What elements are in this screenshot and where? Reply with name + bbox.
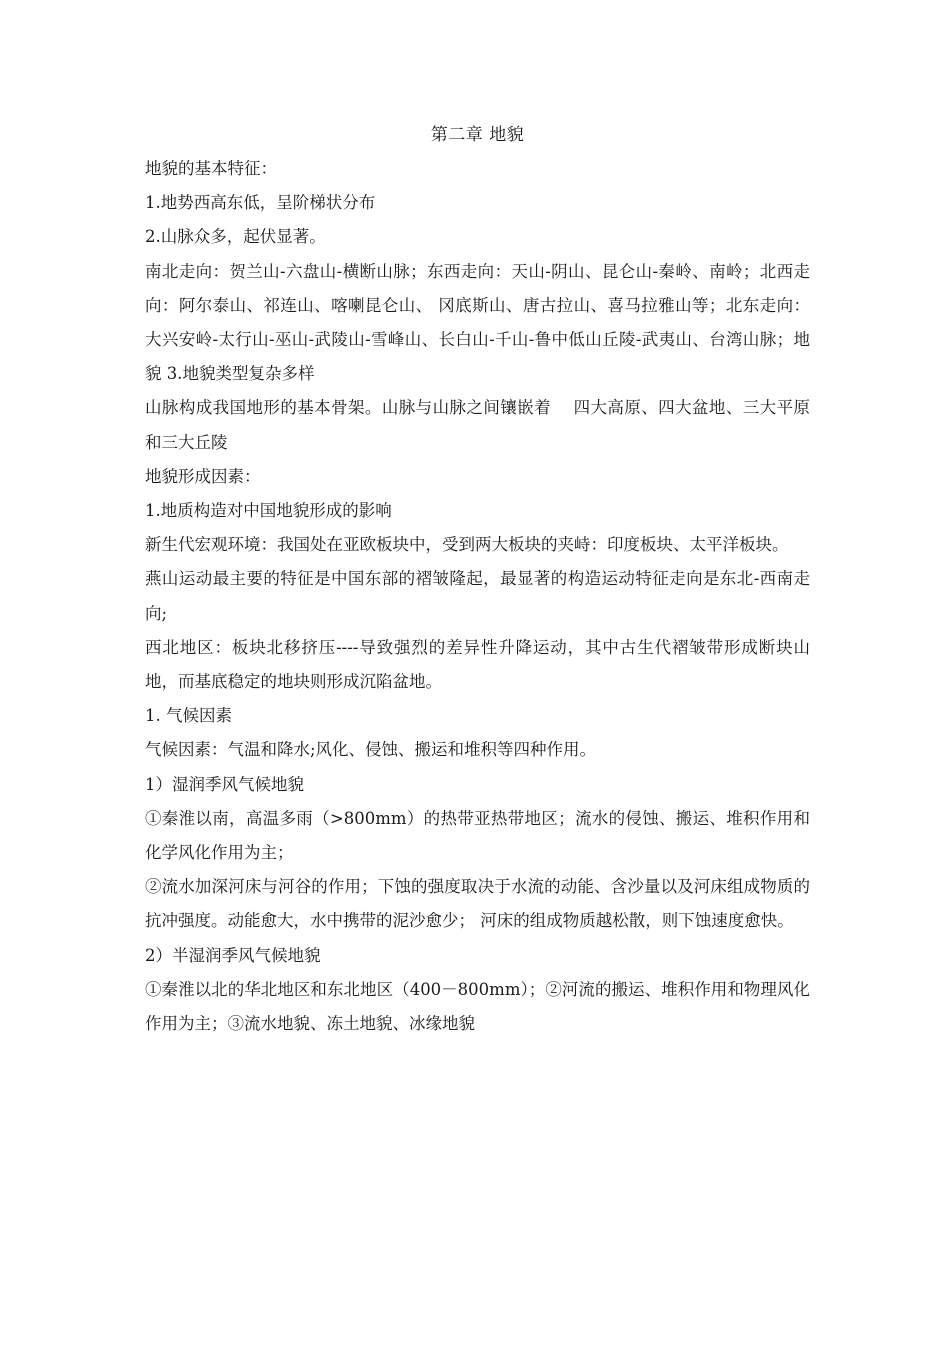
paragraph: 新生代宏观环境：我国处在亚欧板块中，受到两大板块的夹峙：印度板块、太平洋板块。 <box>145 535 789 555</box>
paragraph: 2）半湿润季风气候地貌 <box>145 945 321 965</box>
paragraph: 1.地势西高东低，呈阶梯状分布 <box>145 193 376 213</box>
paragraph: 2.山脉众多，起伏显著。 <box>145 227 326 247</box>
paragraph: ①秦淮以南，高温多雨（>800mm）的热带亚热带地区；流水的侵蚀、搬运、堆积作用和化学风化作用为主； <box>145 808 810 863</box>
paragraph: 1.地质构造对中国地貌形成的影响 <box>145 501 392 521</box>
paragraph: ①秦淮以北的华北地区和东北地区（400－800mm）；②河流的搬运、堆积作用和物理风化作用为主；③流水地貌、冻土地貌、冰缘地貌 <box>145 979 810 1034</box>
chapter-title: 第二章 地貌 <box>430 125 525 145</box>
paragraph: 地貌形成因素： <box>145 466 261 486</box>
document-body <box>145 118 810 1041</box>
paragraph: 气候因素：气温和降水;风化、侵蚀、搬运和堆积等四种作用。 <box>145 740 597 760</box>
paragraph: 南北走向：贺兰山-六盘山-横断山脉；东西走向：天山-阴山、昆仑山-秦岭、南岭；北西走向：阿尔泰山、祁连山、喀喇昆仑山、 冈底斯山、唐古拉山、喜马拉雅山等；北东走向：大兴安岭-太行山-巫山-武陵山-雪峰山、长白山-千山-鲁中低山丘陵-武夷山、台湾山脉；地貌 3.地貌类型复杂多样 <box>145 261 810 384</box>
paragraph: 山脉构成我国地形的基本骨架。山脉与山脉之间镶嵌着 四大高原、四大盆地、三大平原和三大丘陵 <box>145 398 810 452</box>
paragraph: 1. 气候因素 <box>145 706 232 726</box>
paragraph: 1）湿润季风气候地貌 <box>145 774 304 794</box>
paragraph: ②流水加深河床与河谷的作用；下蚀的强度取决于水流的动能、含沙量以及河床组成物质的抗冲强度。动能愈大，水中携带的泥沙愈少； 河床的组成物质越松散，则下蚀速度愈快。 <box>145 877 810 931</box>
paragraph: 西北地区：板块北移挤压----导致强烈的差异性升降运动，其中古生代褶皱带形成断块山地，而基底稳定的地块则形成沉陷盆地。 <box>145 637 810 692</box>
paragraph: 燕山运动最主要的特征是中国东部的褶皱隆起，最显著的构造运动特征走向是东北-西南走向; <box>145 569 810 623</box>
paragraph: 地貌的基本特征： <box>145 159 277 178</box>
